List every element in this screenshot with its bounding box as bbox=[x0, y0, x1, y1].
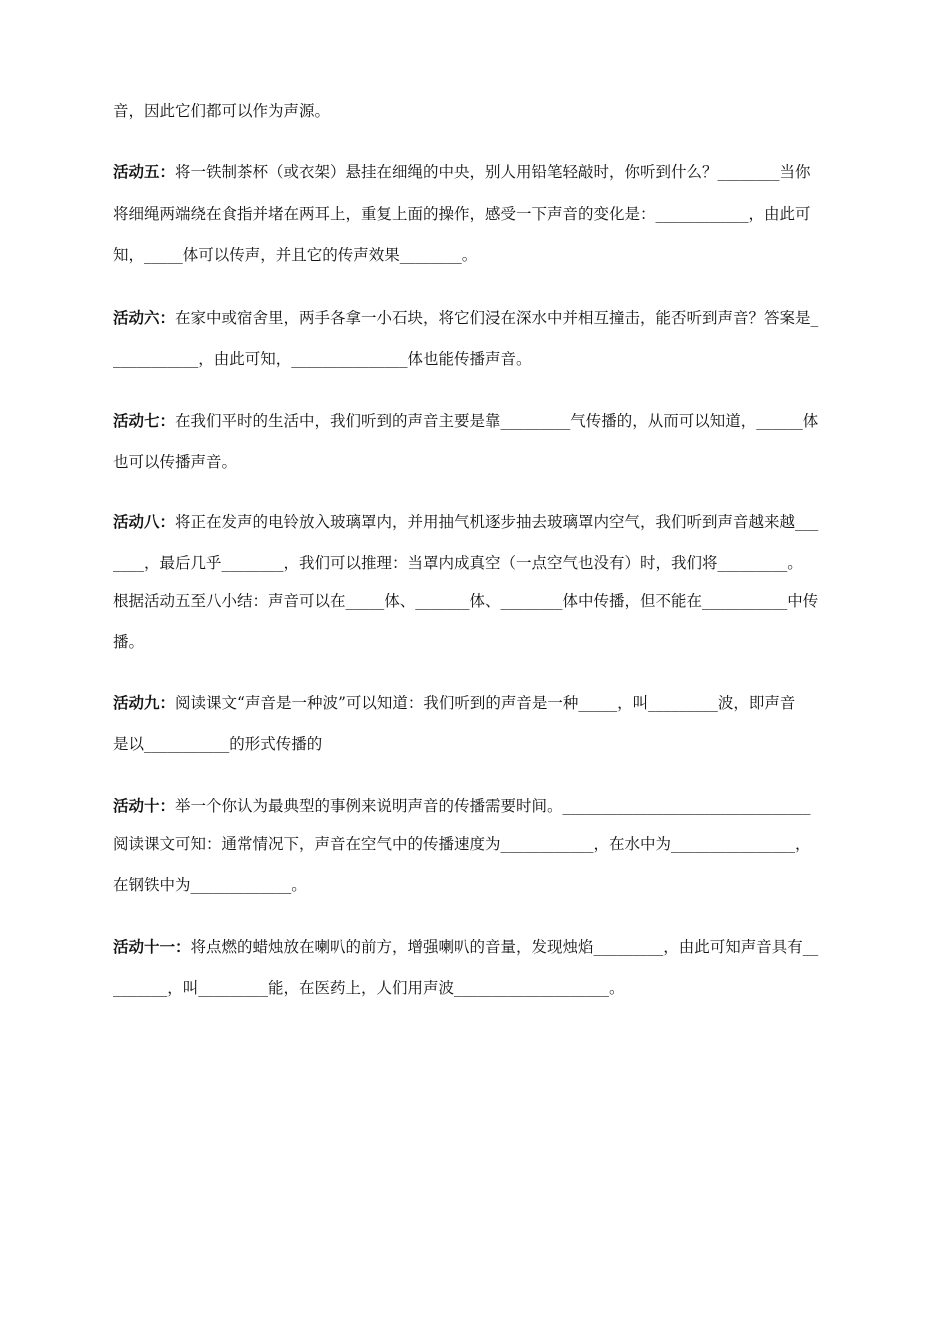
activity-6-line-1 bbox=[113, 308, 818, 329]
activity-11-line-1 bbox=[113, 937, 818, 958]
activity-10-line-3: 在钢铁中为_____________。 bbox=[113, 876, 307, 894]
activity-9-line-2: 是以___________的形式传播的 bbox=[113, 735, 323, 753]
activity-5-line-1 bbox=[113, 162, 811, 183]
intro-line: 音，因此它们都可以作为声源。 bbox=[113, 102, 331, 120]
activity-5-line-2: 将细绳两端绕在食指并堵在两耳上，重复上面的操作，感受一下声音的变化是：____________，由此可 bbox=[113, 205, 811, 223]
activity-10-line-1 bbox=[113, 796, 811, 817]
activity-8-summary: 根据活动五至八小结：声音可以在_____体、_______体、________体中传播，但不能在___________中传 bbox=[113, 592, 819, 610]
activity-6-line-2: ___________，由此可知，_______________体也能传播声音。 bbox=[113, 350, 532, 368]
activity-5-text-1: 将一铁制茶杯（或衣架）悬挂在细绳的中央，别人用铅笔轻敲时，你听到什么？________当你 bbox=[175, 163, 811, 181]
activity-10-label: 活动十： bbox=[113, 797, 176, 815]
activity-8-summary-end: 播。 bbox=[113, 633, 145, 651]
activity-8-line-1 bbox=[113, 512, 818, 533]
activity-7-label: 活动七： bbox=[113, 412, 176, 430]
activity-5-line-3: 知，_____体可以传声，并且它的传声效果________。 bbox=[113, 246, 478, 264]
activity-8-line-2: ____，最后几乎________，我们可以推理：当罩内成真空（一点空气也没有）时，我们将_________。 bbox=[113, 554, 803, 572]
activity-9-label: 活动九： bbox=[113, 694, 176, 712]
activity-6-label: 活动六： bbox=[113, 309, 176, 327]
activity-11-text-1: 将点燃的蜡烛放在喇叭的前方，增强喇叭的音量，发现烛焰_________，由此可知声音具有__ bbox=[190, 938, 819, 956]
activity-10-text-1: 举一个你认为最典型的事例来说明声音的传播需要时间。________________________________ bbox=[175, 797, 811, 815]
activity-5-label: 活动五： bbox=[113, 163, 176, 181]
activity-6-text-1: 在家中或宿舍里，两手各拿一小石块，将它们浸在深水中并相互撞击，能否听到声音？答案是_ bbox=[175, 309, 819, 327]
activity-9-text-1: 阅读课文“声音是一种波”可以知道：我们听到的声音是一种_____，叫_________波，即声音 bbox=[175, 694, 796, 712]
activity-7-line-1 bbox=[113, 411, 818, 432]
activity-7-text-1: 在我们平时的生活中，我们听到的声音主要是靠_________气传播的，从而可以知道，______体 bbox=[175, 412, 819, 430]
activity-10-line-2: 阅读课文可知：通常情况下，声音在空气中的传播速度为____________，在水中为________________， bbox=[113, 835, 811, 853]
activity-7-line-2: 也可以传播声音。 bbox=[113, 453, 238, 471]
activity-11-label: 活动十一： bbox=[113, 938, 191, 956]
activity-8-text-1: 将正在发声的电铃放入玻璃罩内，并用抽气机逐步抽去玻璃罩内空气，我们听到声音越来越___ bbox=[175, 513, 819, 531]
activity-11-line-2: _______，叫_________能，在医药上，人们用声波____________________。 bbox=[113, 979, 625, 997]
activity-8-label: 活动八： bbox=[113, 513, 176, 531]
activity-9-line-1 bbox=[113, 693, 795, 714]
